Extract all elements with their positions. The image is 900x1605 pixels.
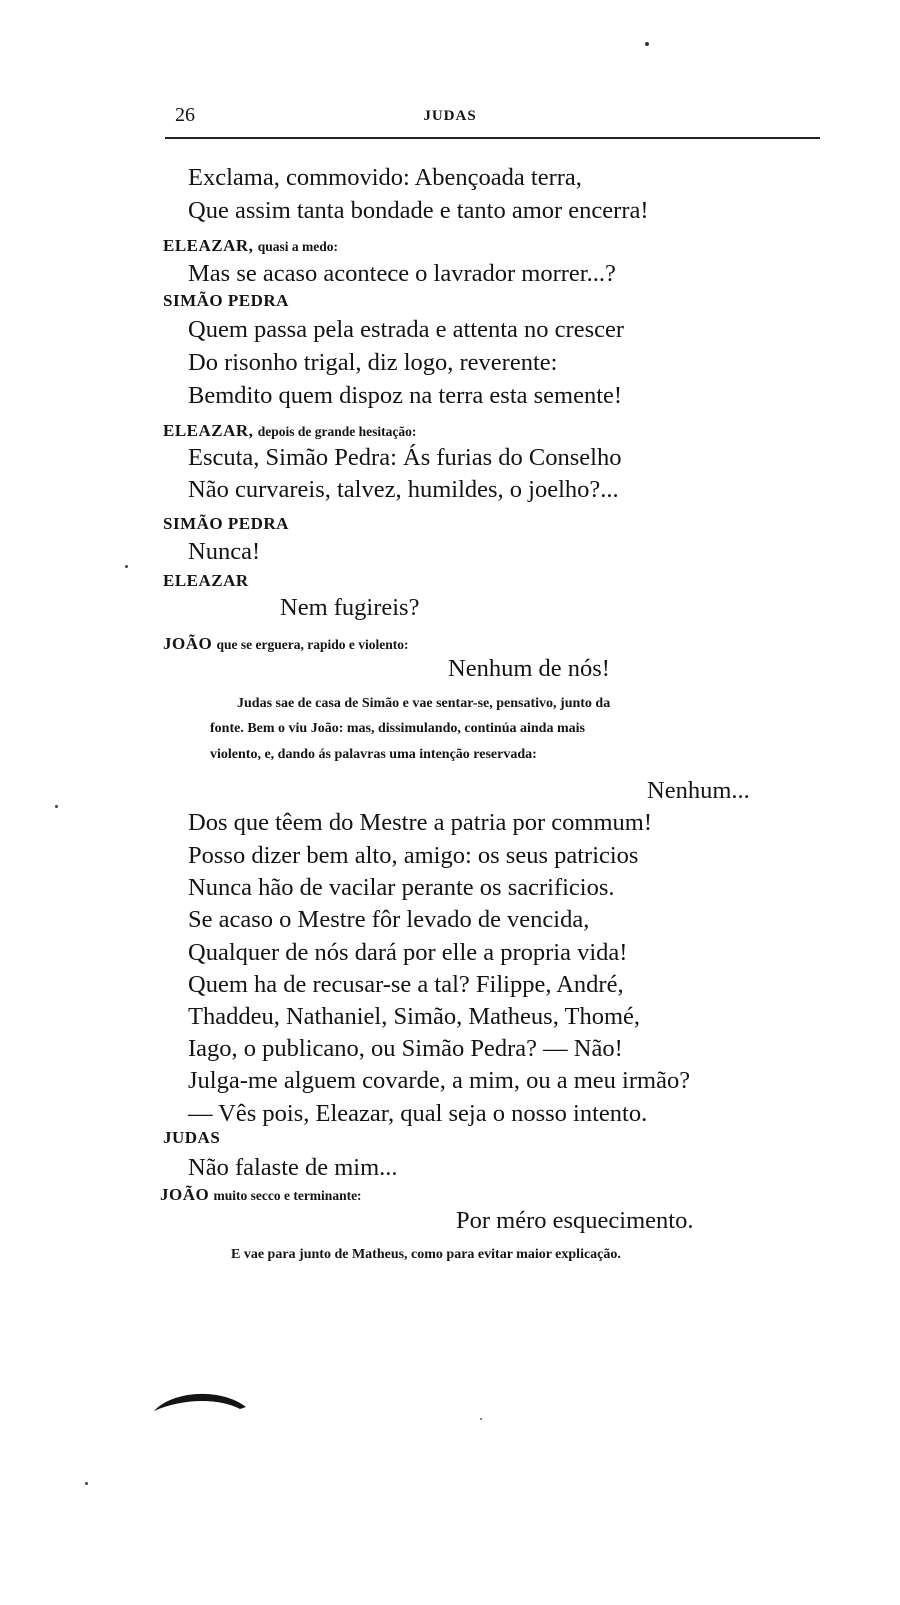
verse-line: Não falaste de mim... [188,1154,398,1181]
speaker-name: ELEAZAR [163,571,249,590]
verse-line: Julga-me alguem covarde, a mim, ou a meu irmão? [188,1067,691,1094]
speaker-cue [160,1185,362,1205]
verse-line: Exclama, commovido: Abençoada terra, [188,164,582,191]
verse-line: Nenhum de nós! [448,655,610,682]
speaker-cue [163,421,416,441]
stage-direction-line: fonte. Bem o viu João: mas, dissimulando, continúa ainda mais [210,721,585,736]
scan-speck [55,805,58,808]
verse-line: Do risonho trigal, diz logo, reverente: [188,349,558,376]
verse-line: — Vês pois, Eleazar, qual seja o nosso intento. [188,1100,648,1127]
speaker-cue [163,571,249,591]
running-title: JUDAS [423,108,477,124]
speaker-name: JOÃO [160,1185,210,1204]
stage-direction: depois de grande hesitação: [257,424,417,439]
verse-line: Se acaso o Mestre fôr levado de vencida, [188,906,590,933]
speaker-cue [163,514,289,534]
verse-line: Mas se acaso acontece o lavrador morrer...? [188,260,616,287]
speaker-name: SIMÃO PEDRA [163,514,289,533]
header-rule [165,137,820,139]
stage-direction: quasi a medo: [257,239,338,254]
speaker-cue [163,634,408,654]
stage-direction: muito secco e terminante: [213,1188,362,1203]
verse-line: Não curvareis, talvez, humildes, o joelho?... [188,476,619,503]
speaker-name: SIMÃO PEDRA [163,291,289,310]
stage-direction-line: Judas sae de casa de Simão e vae sentar-se, pensativo, junto da [237,696,611,711]
tailpiece-ornament [150,1385,250,1415]
verse-line: Escuta, Simão Pedra: Ás furias do Conselho [188,444,622,471]
speaker-name: JOÃO [163,634,213,653]
stage-direction-line: violento, e, dando ás palavras uma intenção reservada: [210,747,537,762]
verse-line: Nunca! [188,538,261,565]
speaker-cue [163,1128,220,1148]
speaker-name: ELEAZAR, [163,421,254,440]
verse-line: Por méro esquecimento. [456,1207,694,1234]
verse-line: Nunca hão de vacilar perante os sacrificios. [188,874,615,901]
scan-speck [480,1418,482,1420]
speaker-cue [163,291,289,311]
verse-line: Posso dizer bem alto, amigo: os seus patricios [188,842,639,869]
verse-line: Iago, o publicano, ou Simão Pedra? — Não! [188,1035,623,1062]
verse-line: Quem passa pela estrada e attenta no crescer [188,316,625,343]
verse-line: Bemdito quem dispoz na terra esta semente! [188,382,623,409]
page-number: 26 [175,104,195,126]
scan-speck [85,1482,88,1485]
speaker-cue [163,236,338,256]
verse-line: Quem ha de recusar-se a tal? Filippe, André, [188,971,624,998]
verse-line: Thaddeu, Nathaniel, Simão, Matheus, Thomé, [188,1003,641,1030]
speaker-name: ELEAZAR, [163,236,254,255]
stage-direction-line: E vae para junto de Matheus, como para evitar maior explicação. [231,1247,621,1262]
scan-speck [645,42,649,46]
speaker-name: JUDAS [163,1128,221,1147]
scan-speck [125,565,128,568]
verse-line: Qualquer de nós dará por elle a propria vida! [188,939,628,966]
verse-line: Dos que têem do Mestre a patria por commum! [188,809,653,836]
verse-line: Nem fugireis? [280,594,420,621]
verse-line: Que assim tanta bondade e tanto amor encerra! [188,197,649,224]
verse-line: Nenhum... [647,777,750,804]
stage-direction: que se erguera, rapido e violento: [216,637,409,652]
